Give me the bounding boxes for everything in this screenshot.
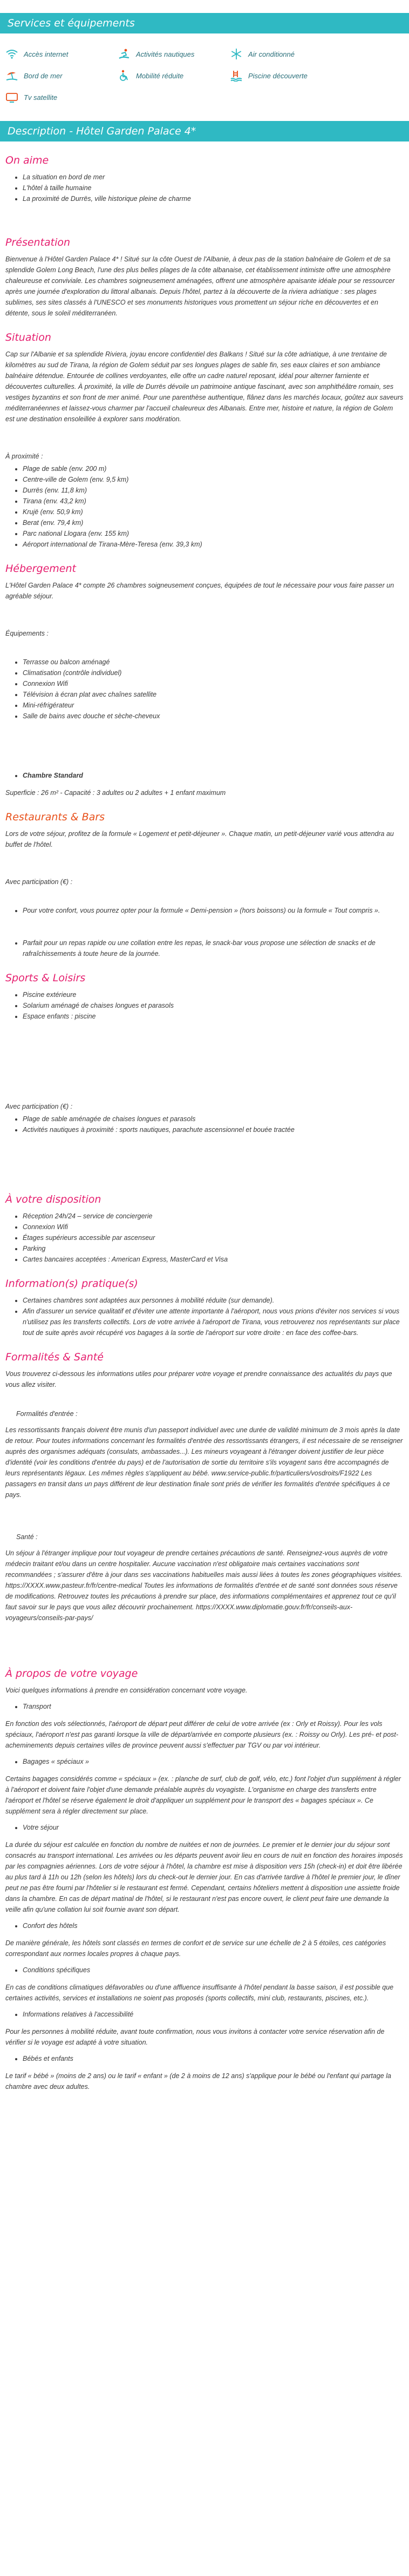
on-aime-list <box>5 172 404 204</box>
apropos-text: Certains bagages considérés comme « spéciaux » (ex. : planche de surf, club de golf, vélo, etc.) font l'objet d'un supplément à régler à l'aéroport et doivent faire l'objet d'une demande préalable auprès du voyagiste. L'organisme en charge des transferts entre l'aéroport et l'hôtel se réserve également le droit d'appliquer un supplément pour le transport des « bagages spéciaux ». Ce supplément sera à régler directement sur place. <box>5 1775 401 1815</box>
amenity-pool: Piscine découverte <box>230 69 342 82</box>
section-information-title: Information(s) pratique(s) <box>5 1278 138 1290</box>
formalites-head: Formalités d'entrée : <box>16 1410 78 1418</box>
list-item: • Informations relatives à l'accessibilité <box>23 2009 404 2020</box>
amenity-accessibility: Mobilité réduite <box>118 69 230 82</box>
list-item: • Tirana (env. 43,2 km) <box>23 496 404 507</box>
list-item: • Krujë (env. 50,9 km) <box>23 507 404 517</box>
list-item: • Connexion Wifi <box>23 1222 404 1232</box>
equipment-label: Équipements : <box>5 630 49 637</box>
list-item: • Plage de sable aménagée de chaises longues et parasols <box>23 1114 404 1124</box>
hebergement-text: L'Hôtel Garden Palace 4* compte 26 chambres soigneusement conçues, équipées de tout le nécessaire pour vous faire passer un agréable séjour. <box>5 582 394 600</box>
apropos-text: En fonction des vols sélectionnés, l'aéroport de départ peut différer de celui de votre arrivée (ex : Orly et Roissy). Pour les vols spéciaux, l'aéroport n'est pas garanti lorsque la ville de départ/arrivée en comporte plusieurs (ex. : Roissy ou Orly). Les pré- et post- acheminements depuis certaines villes de province peuvent aussi s'effectuer par TGV ou par voi intérieur. <box>5 1720 399 1749</box>
section-situation-title: Situation <box>5 332 51 343</box>
amenity-nautical: Activités nautiques <box>118 48 230 60</box>
section-restaurants-title: Restaurants & Bars <box>5 811 105 823</box>
section-formalites-title: Formalités & Santé <box>5 1351 104 1363</box>
restaurants-pay-label: Avec participation (€) : <box>5 878 73 886</box>
list-item: • Parfait pour un repas rapide ou une collation entre les repas, le snack-bar vous propose une sélection de snacks et de rafraîchissements à toute heure de la journée. <box>23 938 404 959</box>
amenity-seaside: Bord de mer <box>5 69 118 82</box>
list-item: • Salle de bains avec douche et sèche-cheveux <box>23 711 404 721</box>
snowflake-icon <box>230 48 243 60</box>
presentation-text: Bienvenue à l'Hôtel Garden Palace 4* ! Situé sur la côte Ouest de l'Albanie, à deux pas de la station balnéaire de Golem et de sa splendide Golem Long Beach, l'une des plus belles plages de la côte albanaise, cet établissement intimiste offre une atmosphère chaleureuse et conviviale. Les chambres soigneusement aménagées, offrent une atmosphère apaisante idéale pour se ressourcer après une journée d'exploration du littoral albanais. Depuis l'hôtel, partez à la découverte de la riviera adriatique : ses plages sublimes, ses sites classés à l'UNESCO et ses monuments historiques vous promettent un séjour riche en découvertes et en détente, sous le soleil méditerranéen. <box>5 255 395 317</box>
room-type-list <box>5 770 404 781</box>
list-item: • Bébés et enfants <box>23 2053 404 2064</box>
apropos-text: Le tarif « bébé » (moins de 2 ans) ou le tarif « enfant » (de 2 à moins de 12 ans) s'applique pour le bébé ou l'enfant qui partage la chambre avec deux adultes. <box>5 2072 391 2091</box>
amenity-tv: Tv satellite <box>5 91 118 104</box>
list-item: • Mini-réfrigérateur <box>23 700 404 711</box>
wheelchair-icon <box>118 69 131 82</box>
list-item: • L'hôtel à taille humaine <box>23 183 404 193</box>
services-banner: Services et équipements <box>0 13 409 33</box>
amenity-internet: Accès internet <box>5 48 118 60</box>
apropos-list-4 <box>5 1965 404 1975</box>
list-item: • Réception 24h/24 – service de conciergerie <box>23 1211 404 1222</box>
sports-pay-label: Avec participation (€) : <box>5 1103 73 1110</box>
beach-icon <box>5 69 18 82</box>
apropos-list-1 <box>5 1756 404 1767</box>
sports-list <box>5 989 404 1022</box>
list-item: • Solarium aménagé de chaises longues et parasols <box>23 1000 404 1011</box>
section-sports-title: Sports & Loisirs <box>5 972 86 984</box>
list-item: • Climatisation (contrôle individuel) <box>23 667 404 678</box>
sante-head: Santé : <box>16 1533 38 1541</box>
wifi-icon <box>5 48 18 60</box>
list-item: • Télévision à écran plat avec chaînes satellite <box>23 689 404 700</box>
list-item: • Parc national Llogara (env. 155 km) <box>23 528 404 539</box>
sante-text: Un séjour à l'étranger implique pour tout voyageur de prendre certaines précautions de santé. Renseignez-vous auprès de votre médecin traitant et/ou dans un centre hospitalier. Aucune vaccination n'est obligatoire mais certaines vaccinations sont recommandées ; s'assurer d'être à jour dans ses vaccinations habituelles mais aussi liées à toutes les zones géographiques visitées. https://XXXX.www.pasteur.fr/fr/centre-medical Toutes les informations de formalités d'entrée et de santé sont données sous réserve de modifications. Retrouvez toutes les précautions à prendre sur place, des informations complémentaires et apprenez tout ce qu'il faut savoir sur le pays que vous allez découvrir prochainement. https://XXXX.www.diplomatie.gouv.fr/fr/conseils-aux-voyageurs/conseils-par-pays/ <box>5 1549 403 1622</box>
tv-icon <box>5 91 18 104</box>
room-detail: Superficie : 26 m² - Capacité : 3 adultes ou 2 adultes + 1 enfant maximum <box>5 789 226 797</box>
list-item: • Piscine extérieure <box>23 989 404 1000</box>
list-item: • Durrës (env. 11,8 km) <box>23 485 404 496</box>
apropos-list-3 <box>5 1920 404 1931</box>
list-item: • Terrasse ou balcon aménagé <box>23 657 404 667</box>
proximity-label: À proximité : <box>5 453 43 460</box>
list-item: • Cartes bancaires acceptées : American Express, MasterCard et Visa <box>23 1254 404 1265</box>
list-item: • Pour votre confort, vous pourrez opter pour la formule « Demi-pension » (hors boissons) ou la formule « Tout compris ». <box>23 905 404 916</box>
list-item: • Conditions spécifiques <box>23 1965 404 1975</box>
list-item: • Certaines chambres sont adaptées aux personnes à mobilité réduite (sur demande). <box>23 1295 404 1306</box>
sports-pay-list <box>5 1114 404 1135</box>
restaurants-text: Lors de votre séjour, profitez de la formule « Logement et petit-déjeuner ». Chaque matin, un petit-déjeuner varié vous attendra au buffet de l'hôtel. <box>5 830 394 848</box>
apropos-text: Pour les personnes à mobilité réduite, avant toute confirmation, nous vous invitons à contacter votre service réservation afin de vérifier si le voyage est adapté à votre situation. <box>5 2028 385 2046</box>
list-item: • Votre séjour <box>23 1822 404 1833</box>
apropos-list-2 <box>5 1822 404 1833</box>
equipment-list <box>5 657 404 721</box>
list-item: • Confort des hôtels <box>23 1920 404 1931</box>
information-list <box>5 1295 404 1338</box>
list-item: • Aéroport international de Tirana-Mère-Teresa (env. 39,3 km) <box>23 539 404 550</box>
section-disposition-title: À votre disposition <box>5 1193 101 1205</box>
amenities-grid <box>0 37 409 110</box>
apropos-text: En cas de conditions climatiques défavorables ou d'une affluence insuffisante à l'hôtel pendant la basse saison, il est possible que certaines activités, services et installations ne soient pas proposés (sports collectifs, mini club, restaurants, piscines, etc.). <box>5 1984 394 2002</box>
surf-icon <box>118 48 131 60</box>
restaurants-list <box>5 905 404 959</box>
list-item: • Connexion Wifi <box>23 678 404 689</box>
list-item: • Parking <box>23 1243 404 1254</box>
list-item: • Transport <box>23 1701 404 1712</box>
list-item: • Espace enfants : piscine <box>23 1011 404 1022</box>
formalites-text: Les ressortissants français doivent être munis d'un passeport individuel avec une durée de validité minimum de 3 mois après la date de retour. Pour toutes informations concernant les formalités d'entrée des ressortissants étrangers, il est nécessaire de se renseigner auprès des organismes adéquats (consulats, ambassades...). Les mineurs voyageant à l'étranger doivent justifier de leur pièce d'identité (voir les conditions d'entrée du pays) et de l'autorisation de sortie du territoire s'ils voyagent sans être accompagnés de leurs représentants légaux. Les mêmes règles s'appliquent au bébé. www.service-public.fr/particuliers/vosdroits/F1922 Les passagers en transit dans un pays différent de leur destination finale sont priés de vérifier les formalités d'entrée spécifiques à ce pays. <box>5 1426 403 1499</box>
list-item: • La situation en bord de mer <box>23 172 404 183</box>
apropos-intro: Voici quelques informations à prendre en considération concernant votre voyage. <box>5 1687 248 1694</box>
description-banner: Description - Hôtel Garden Palace 4* <box>0 121 409 141</box>
apropos-text: De manière générale, les hôtels sont classés en termes de confort et de service sur une échelle de 2 à 5 étoiles, ces catégories correspondant aux normes locales propres à chaque pays. <box>5 1939 386 1958</box>
situation-text: Cap sur l'Albanie et sa splendide Riviera, joyau encore confidentiel des Balkans ! Situé sur la côte adriatique, à une trentaine de kilomètres au sud de Tirana, la région de Golem séduit par ses longues plages de sable fin, ses eaux claires et son ambiance balnéaire détendue. Entourée de collines verdoyantes, elle offre un cadre naturel reposant, idéal pour alterner farniente et découvertes culturelles. À proximité, la ville de Durrës dévoile un patrimoine antique fascinant, avec son amphithéâtre romain, ses vestiges byzantins et son front de mer animé. Pour une parenthèse authentique, flânez dans les marchés locaux, goûtez aux saveurs méditerranéennes et laissez-vous charmer par l'accueil chaleureux des Albanais. Entre mer, histoire et nature, la région de Golem est une destination ensoleillée à explorer sans modération. <box>5 350 404 423</box>
list-item: • La proximité de Durrës, ville historique pleine de charme <box>23 193 404 204</box>
proximity-list <box>5 463 404 550</box>
list-item: • Centre-ville de Golem (env. 9,5 km) <box>23 474 404 485</box>
description-content <box>0 154 409 2092</box>
apropos-list-0 <box>5 1701 404 1712</box>
apropos-list-5 <box>5 2009 404 2020</box>
apropos-list-6 <box>5 2053 404 2064</box>
section-presentation-title: Présentation <box>5 237 71 248</box>
section-on-aime-title: On aime <box>5 154 49 166</box>
section-hebergement-title: Hébergement <box>5 563 76 575</box>
formalites-intro: Vous trouverez ci-dessous les informations utiles pour préparer votre voyage et prendre connaissance des actualités du pays que vous allez visiter. <box>5 1370 392 1388</box>
list-item: • Étages supérieurs accessible par ascenseur <box>23 1232 404 1243</box>
disposition-list <box>5 1211 404 1265</box>
section-apropos-title: À propos de votre voyage <box>5 1668 138 1680</box>
list-item: • Activités nautiques à proximité : sports nautiques, parachute ascensionnel et bouée tractée <box>23 1124 404 1135</box>
room-type: • Chambre Standard <box>23 770 404 781</box>
apropos-text: La durée du séjour est calculée en fonction du nombre de nuitées et non de journées. Le premier et le dernier jour du séjour sont consacrés au transport international. Les arrivées ou les départs peuvent avoir lieu en cours de nuit en fonction des horaires imposés par les compagnies aériennes. Lors de votre séjour à l'hôtel, la chambre est mise à disposition vers 15h (check-in) et doit être libérée au plus tard à 11h ou 12h (selon les hôtels) lors du check-out le dernier jour. En cas d'arrivée tardive à l'hôtel le premier jour, le dîner peut ne pas être fourni par l'hôtelier si le restaurant est fermé. Cependant, certains hôteliers mettent à disposition une assiette froide dans la chambre. En cas de départ matinal de l'hôtel, si le restaurant n'est pas encore ouvert, le client peut faire une demande la veille afin qu'une collation lui soit fournie avant son départ. <box>5 1841 403 1913</box>
list-item: • Afin d'assurer un service qualitatif et d'éviter une attente importante à l'aéroport, nous vous prions d'éviter nos services si vous n'utilisez pas les transferts collectifs. Lors de votre arrivée à l'aéroport de Tirana, vous retrouverez nos représentants sur place tout de suite après avoir récupéré vos bagages à la sortie de l'aéroport sur votre droite : en face des coffee-bars. <box>23 1306 404 1338</box>
list-item: • Bagages « spéciaux » <box>23 1756 404 1767</box>
pool-icon <box>230 69 243 82</box>
list-item: • Plage de sable (env. 200 m) <box>23 463 404 474</box>
list-item: • Berat (env. 79,4 km) <box>23 517 404 528</box>
amenity-aircon: Air conditionné <box>230 48 342 60</box>
